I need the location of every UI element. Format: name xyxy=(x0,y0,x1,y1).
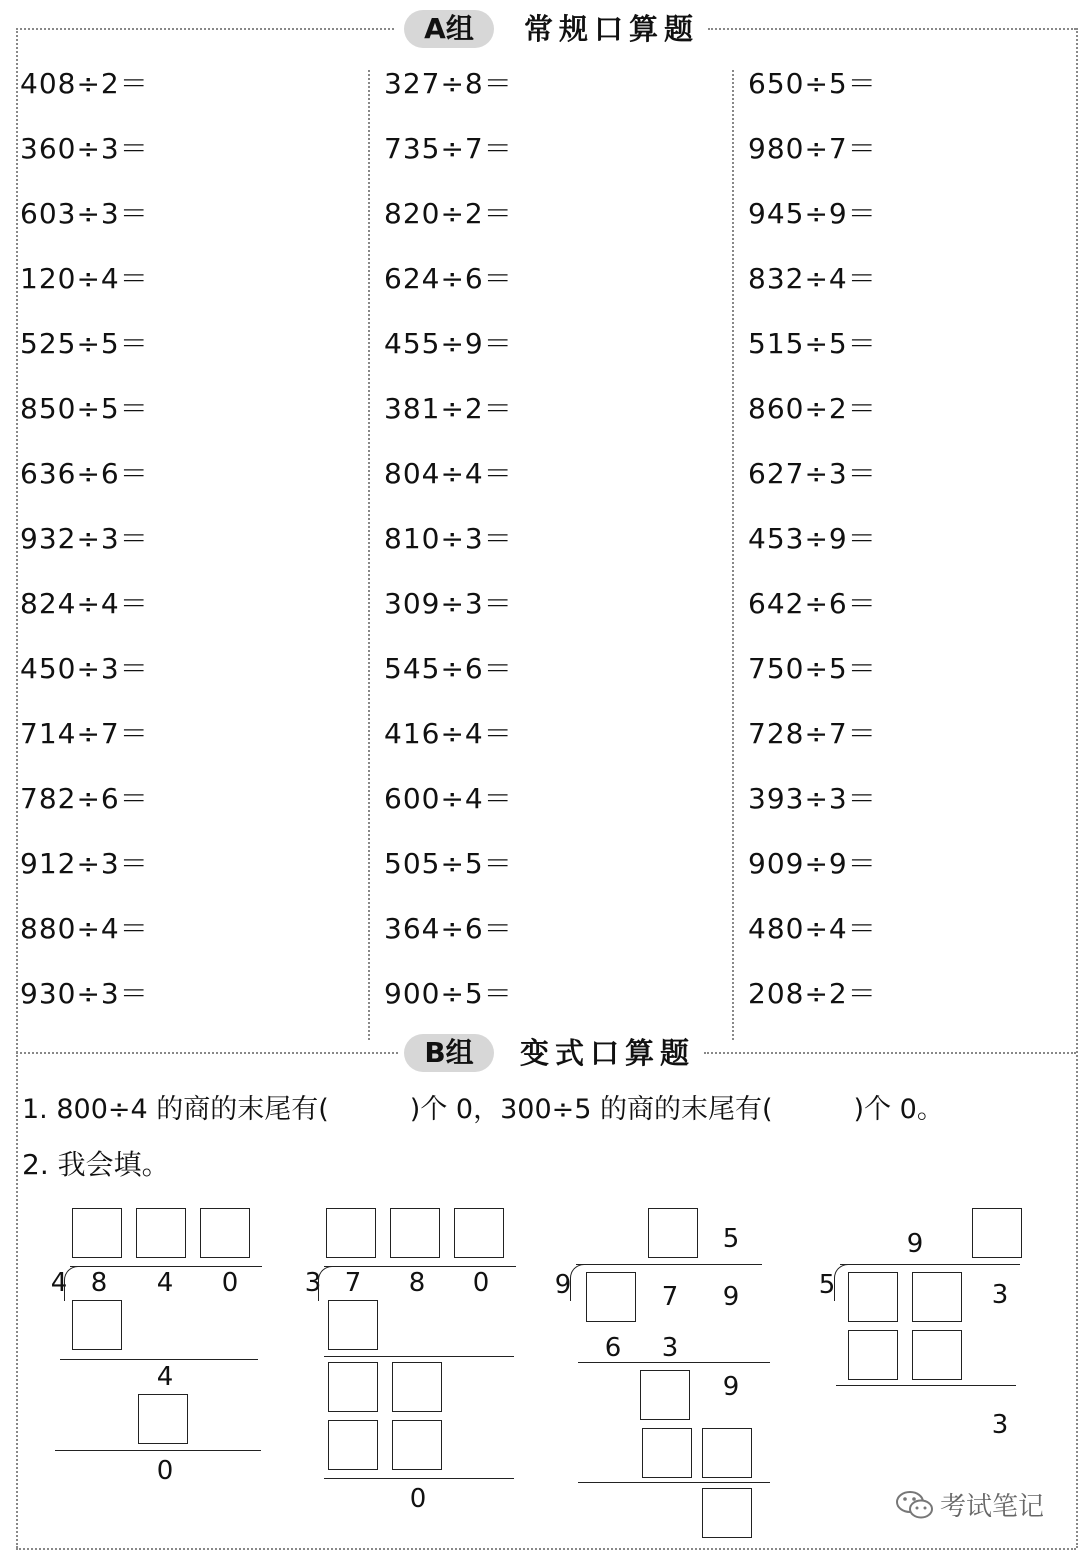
wechat-icon xyxy=(895,1488,935,1522)
problem: 636÷6＝ xyxy=(20,457,149,490)
division-bracket xyxy=(318,1266,333,1301)
subtraction-line xyxy=(324,1356,514,1357)
step-digit: 4 xyxy=(156,1362,174,1392)
problem: 912÷3＝ xyxy=(20,847,149,880)
dividend-digit: 0 xyxy=(472,1268,490,1298)
problem: 980÷7＝ xyxy=(748,132,877,165)
problem: 932÷3＝ xyxy=(20,522,149,555)
step-digit: 9 xyxy=(722,1372,740,1402)
remainder: 0 xyxy=(156,1456,174,1486)
subtraction-line xyxy=(578,1362,770,1363)
problem: 408÷2＝ xyxy=(20,67,149,100)
subtraction-line xyxy=(60,1359,258,1360)
problem: 782÷6＝ xyxy=(20,782,149,815)
problem: 453÷9＝ xyxy=(748,522,877,555)
frame-left xyxy=(16,28,18,1548)
answer-box[interactable] xyxy=(72,1208,122,1258)
subtract-digit: 3 xyxy=(661,1333,679,1363)
answer-box[interactable] xyxy=(326,1208,376,1258)
divisor: 3 xyxy=(304,1268,322,1298)
problem: 804÷4＝ xyxy=(384,457,513,490)
remainder: 0 xyxy=(409,1484,427,1514)
dividend-digit: 8 xyxy=(90,1268,108,1298)
problem: 525÷5＝ xyxy=(20,327,149,360)
dividend-digit: 8 xyxy=(408,1268,426,1298)
dividend-digit: 0 xyxy=(221,1268,239,1298)
division-bracket xyxy=(570,1264,585,1301)
division-bar xyxy=(576,1264,762,1265)
answer-box[interactable] xyxy=(328,1420,378,1470)
frame-right xyxy=(1076,28,1078,1548)
section-a-title: 常规口算题 xyxy=(524,12,700,46)
problem: 360÷3＝ xyxy=(20,132,149,165)
division-bar xyxy=(324,1266,516,1267)
answer-box[interactable] xyxy=(138,1394,188,1444)
section-b-tag: B组 xyxy=(404,1034,494,1072)
problem: 416÷4＝ xyxy=(384,717,513,750)
answer-box[interactable] xyxy=(848,1272,898,1322)
problem: 393÷3＝ xyxy=(748,782,877,815)
problem: 880÷4＝ xyxy=(20,912,149,945)
answer-box[interactable] xyxy=(392,1420,442,1470)
question-1: 1. 800÷4 的商的末尾有( )个 0，300÷5 的商的末尾有( )个 0。 xyxy=(22,1094,944,1125)
answer-box[interactable] xyxy=(328,1300,378,1350)
problem-column-2 xyxy=(384,56,513,1031)
division-bar xyxy=(70,1266,262,1267)
divider-mid-right xyxy=(704,1052,1076,1054)
problem: 627÷3＝ xyxy=(748,457,877,490)
watermark-text: 考试笔记 xyxy=(940,1492,1045,1522)
problem: 860÷2＝ xyxy=(748,392,877,425)
division-bracket xyxy=(64,1266,79,1301)
problem: 120÷4＝ xyxy=(20,262,149,295)
problem: 208÷2＝ xyxy=(748,977,877,1010)
answer-box[interactable] xyxy=(642,1428,692,1478)
problem: 909÷9＝ xyxy=(748,847,877,880)
divider-mid-left xyxy=(16,1052,398,1054)
column-divider-2 xyxy=(732,70,734,1040)
problem: 824÷4＝ xyxy=(20,587,149,620)
quotient-digit: 5 xyxy=(722,1224,740,1254)
section-b-title: 变式口算题 xyxy=(520,1036,696,1070)
divisor: 5 xyxy=(818,1270,836,1300)
subtract-digit: 6 xyxy=(604,1333,622,1363)
divisor: 4 xyxy=(50,1268,68,1298)
problem: 600÷4＝ xyxy=(384,782,513,815)
problem: 364÷6＝ xyxy=(384,912,513,945)
answer-box[interactable] xyxy=(912,1330,962,1380)
problem: 750÷5＝ xyxy=(748,652,877,685)
answer-box[interactable] xyxy=(72,1300,122,1350)
subtraction-line xyxy=(578,1482,770,1483)
answer-box[interactable] xyxy=(586,1272,636,1322)
problem: 515÷5＝ xyxy=(748,327,877,360)
problem: 945÷9＝ xyxy=(748,197,877,230)
problem: 642÷6＝ xyxy=(748,587,877,620)
subtraction-line xyxy=(55,1450,261,1451)
dividend-digit: 3 xyxy=(991,1280,1009,1310)
problem: 650÷5＝ xyxy=(748,67,877,100)
subtraction-line xyxy=(324,1478,514,1479)
division-bar xyxy=(840,1264,1020,1265)
answer-box[interactable] xyxy=(640,1370,690,1420)
dividend-digit: 9 xyxy=(722,1282,740,1312)
problem: 624÷6＝ xyxy=(384,262,513,295)
answer-box[interactable] xyxy=(390,1208,440,1258)
frame-bottom xyxy=(16,1548,1076,1550)
problem: 850÷5＝ xyxy=(20,392,149,425)
problem: 480÷4＝ xyxy=(748,912,877,945)
problem: 930÷3＝ xyxy=(20,977,149,1010)
problem-column-1 xyxy=(20,56,149,1031)
remainder: 3 xyxy=(991,1410,1009,1440)
problem: 309÷3＝ xyxy=(384,587,513,620)
column-divider-1 xyxy=(368,70,370,1040)
divisor: 9 xyxy=(554,1270,572,1300)
problem: 450÷3＝ xyxy=(20,652,149,685)
problem: 735÷7＝ xyxy=(384,132,513,165)
quotient-digit: 9 xyxy=(906,1229,924,1259)
problem: 832÷4＝ xyxy=(748,262,877,295)
problem: 728÷7＝ xyxy=(748,717,877,750)
divider-top-right xyxy=(708,28,1076,30)
answer-box[interactable] xyxy=(702,1428,752,1478)
problem: 545÷6＝ xyxy=(384,652,513,685)
problem: 327÷8＝ xyxy=(384,67,513,100)
problem: 900÷5＝ xyxy=(384,977,513,1010)
answer-box[interactable] xyxy=(392,1362,442,1412)
answer-box[interactable] xyxy=(912,1272,962,1322)
answer-box[interactable] xyxy=(136,1208,186,1258)
answer-box[interactable] xyxy=(702,1488,752,1538)
problem: 714÷7＝ xyxy=(20,717,149,750)
problem: 505÷5＝ xyxy=(384,847,513,880)
answer-box[interactable] xyxy=(848,1330,898,1380)
problem: 381÷2＝ xyxy=(384,392,513,425)
problem: 820÷2＝ xyxy=(384,197,513,230)
division-bracket xyxy=(834,1264,849,1301)
answer-box[interactable] xyxy=(454,1208,504,1258)
problem: 810÷3＝ xyxy=(384,522,513,555)
problem-column-3 xyxy=(748,56,877,1031)
divider-top-left xyxy=(16,28,394,30)
answer-box[interactable] xyxy=(972,1208,1022,1258)
problem: 455÷9＝ xyxy=(384,327,513,360)
problem: 603÷3＝ xyxy=(20,197,149,230)
answer-box[interactable] xyxy=(648,1208,698,1258)
dividend-digit: 4 xyxy=(156,1268,174,1298)
answer-box[interactable] xyxy=(200,1208,250,1258)
answer-box[interactable] xyxy=(328,1362,378,1412)
dividend-digit: 7 xyxy=(661,1282,679,1312)
dividend-digit: 7 xyxy=(344,1268,362,1298)
subtraction-line xyxy=(836,1385,1016,1386)
question-2: 2. 我会填。 xyxy=(22,1148,170,1181)
section-a-tag: A组 xyxy=(404,10,494,48)
